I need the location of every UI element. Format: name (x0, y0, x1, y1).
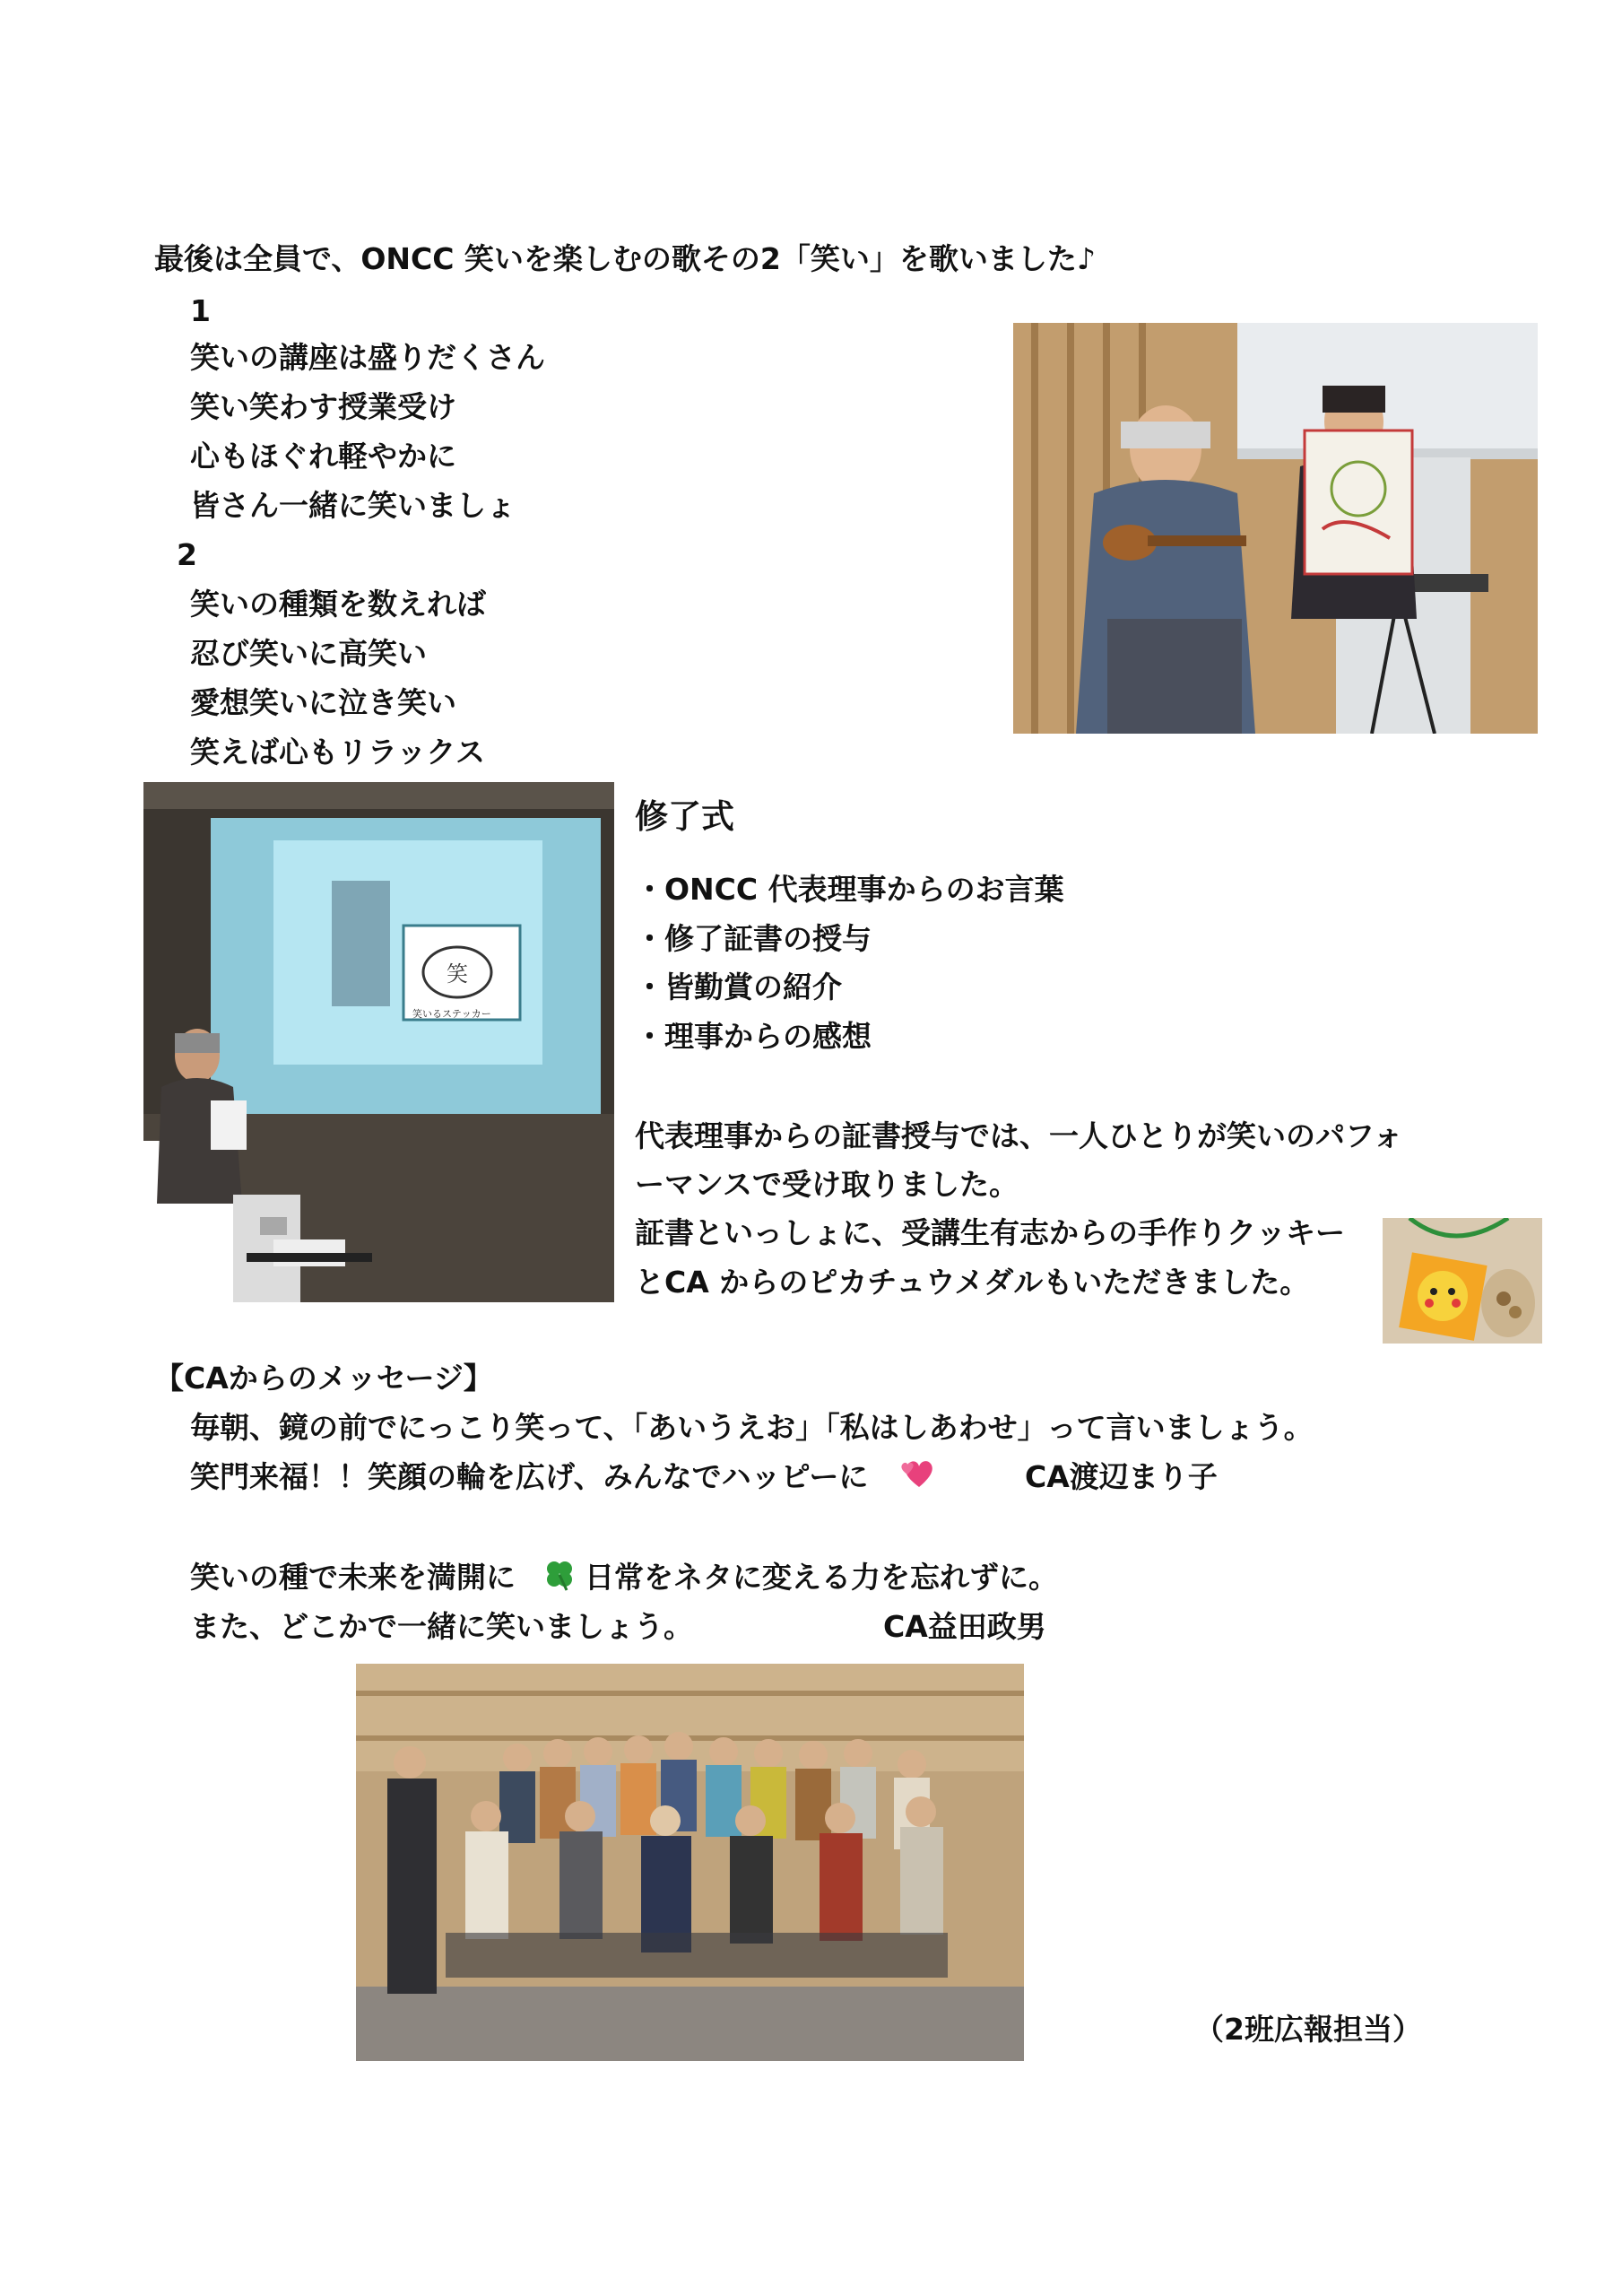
ca-message-line: 毎朝、鏡の前でにっこり笑って、「あいうえお」「私はしあわせ」って言いましょう。 (190, 1410, 1314, 1445)
sparkling-hearts-icon (899, 1455, 935, 1491)
ceremony-paragraph-line: ーマンスで受け取りました。 (635, 1167, 1019, 1202)
lyric-line: 笑えば心もリラックス (190, 735, 486, 770)
lyric-line: 心もほぐれ軽やかに (190, 439, 456, 474)
lyric-line: 皆さん一緒に笑いましょ (190, 488, 516, 523)
ca-message-line: 笑いの種で未来を満開に (190, 1560, 516, 1595)
ca-signature: CA渡辺まり子 (1025, 1459, 1218, 1494)
lyric-line: 笑いの講座は盛りだくさん (190, 340, 545, 375)
ceremony-item: ・ONCC 代表理事からのお言葉 (635, 872, 1064, 907)
lyric-line: 忍び笑いに高笑い (190, 636, 427, 671)
ceremony-item: ・理事からの感想 (635, 1019, 872, 1054)
photo-pikachu-medal (1383, 1218, 1542, 1344)
ceremony-item: ・皆勤賞の紹介 (635, 970, 842, 1004)
lyric-line: 愛想笑いに泣き笑い (190, 685, 456, 720)
ceremony-title: 修了式 (635, 797, 734, 836)
ceremony-paragraph-line: とCA からのピカチュウメダルもいただきました。 (635, 1265, 1310, 1300)
ceremony-paragraph-line: 代表理事からの証書授与では、一人ひとりが笑いのパフォ (635, 1118, 1403, 1153)
photo-ceremony-screen (143, 782, 614, 1302)
slide-badge: 笑 (447, 961, 468, 987)
verse-number: 1 (190, 293, 211, 328)
ca-signature: CA益田政男 (883, 1609, 1046, 1644)
slide-label: 笑いるステッカー (412, 1008, 491, 1020)
intro-text: 最後は全員で、ONCC 笑いを楽しむの歌その2「笑い」を歌いました♪ (154, 241, 1096, 276)
verse-number: 2 (177, 537, 197, 572)
footer-credit: （2班広報担当） (1194, 2012, 1422, 2047)
ca-message-heading: 【CAからのメッセージ】 (154, 1361, 493, 1396)
ceremony-item: ・修了証書の授与 (635, 921, 872, 956)
ceremony-paragraph-line: 証書といっしょに、受講生有志からの手作りクッキー (635, 1215, 1345, 1250)
ca-message-line: 日常をネタに変える力を忘れずに。 (585, 1560, 1058, 1595)
ca-message-line: また、どこかで一緒に笑いましょう。 (190, 1609, 693, 1644)
photo-group (356, 1664, 1024, 2061)
four-leaf-clover-icon (542, 1558, 577, 1592)
lyric-line: 笑いの種類を数えれば (190, 587, 486, 622)
ca-message-line: 笑門来福！！笑顔の輪を広げ、みんなでハッピーに (190, 1459, 869, 1494)
lyric-line: 笑い笑わす授業受け (190, 389, 456, 424)
photo-ukulele-performance (1013, 323, 1538, 734)
